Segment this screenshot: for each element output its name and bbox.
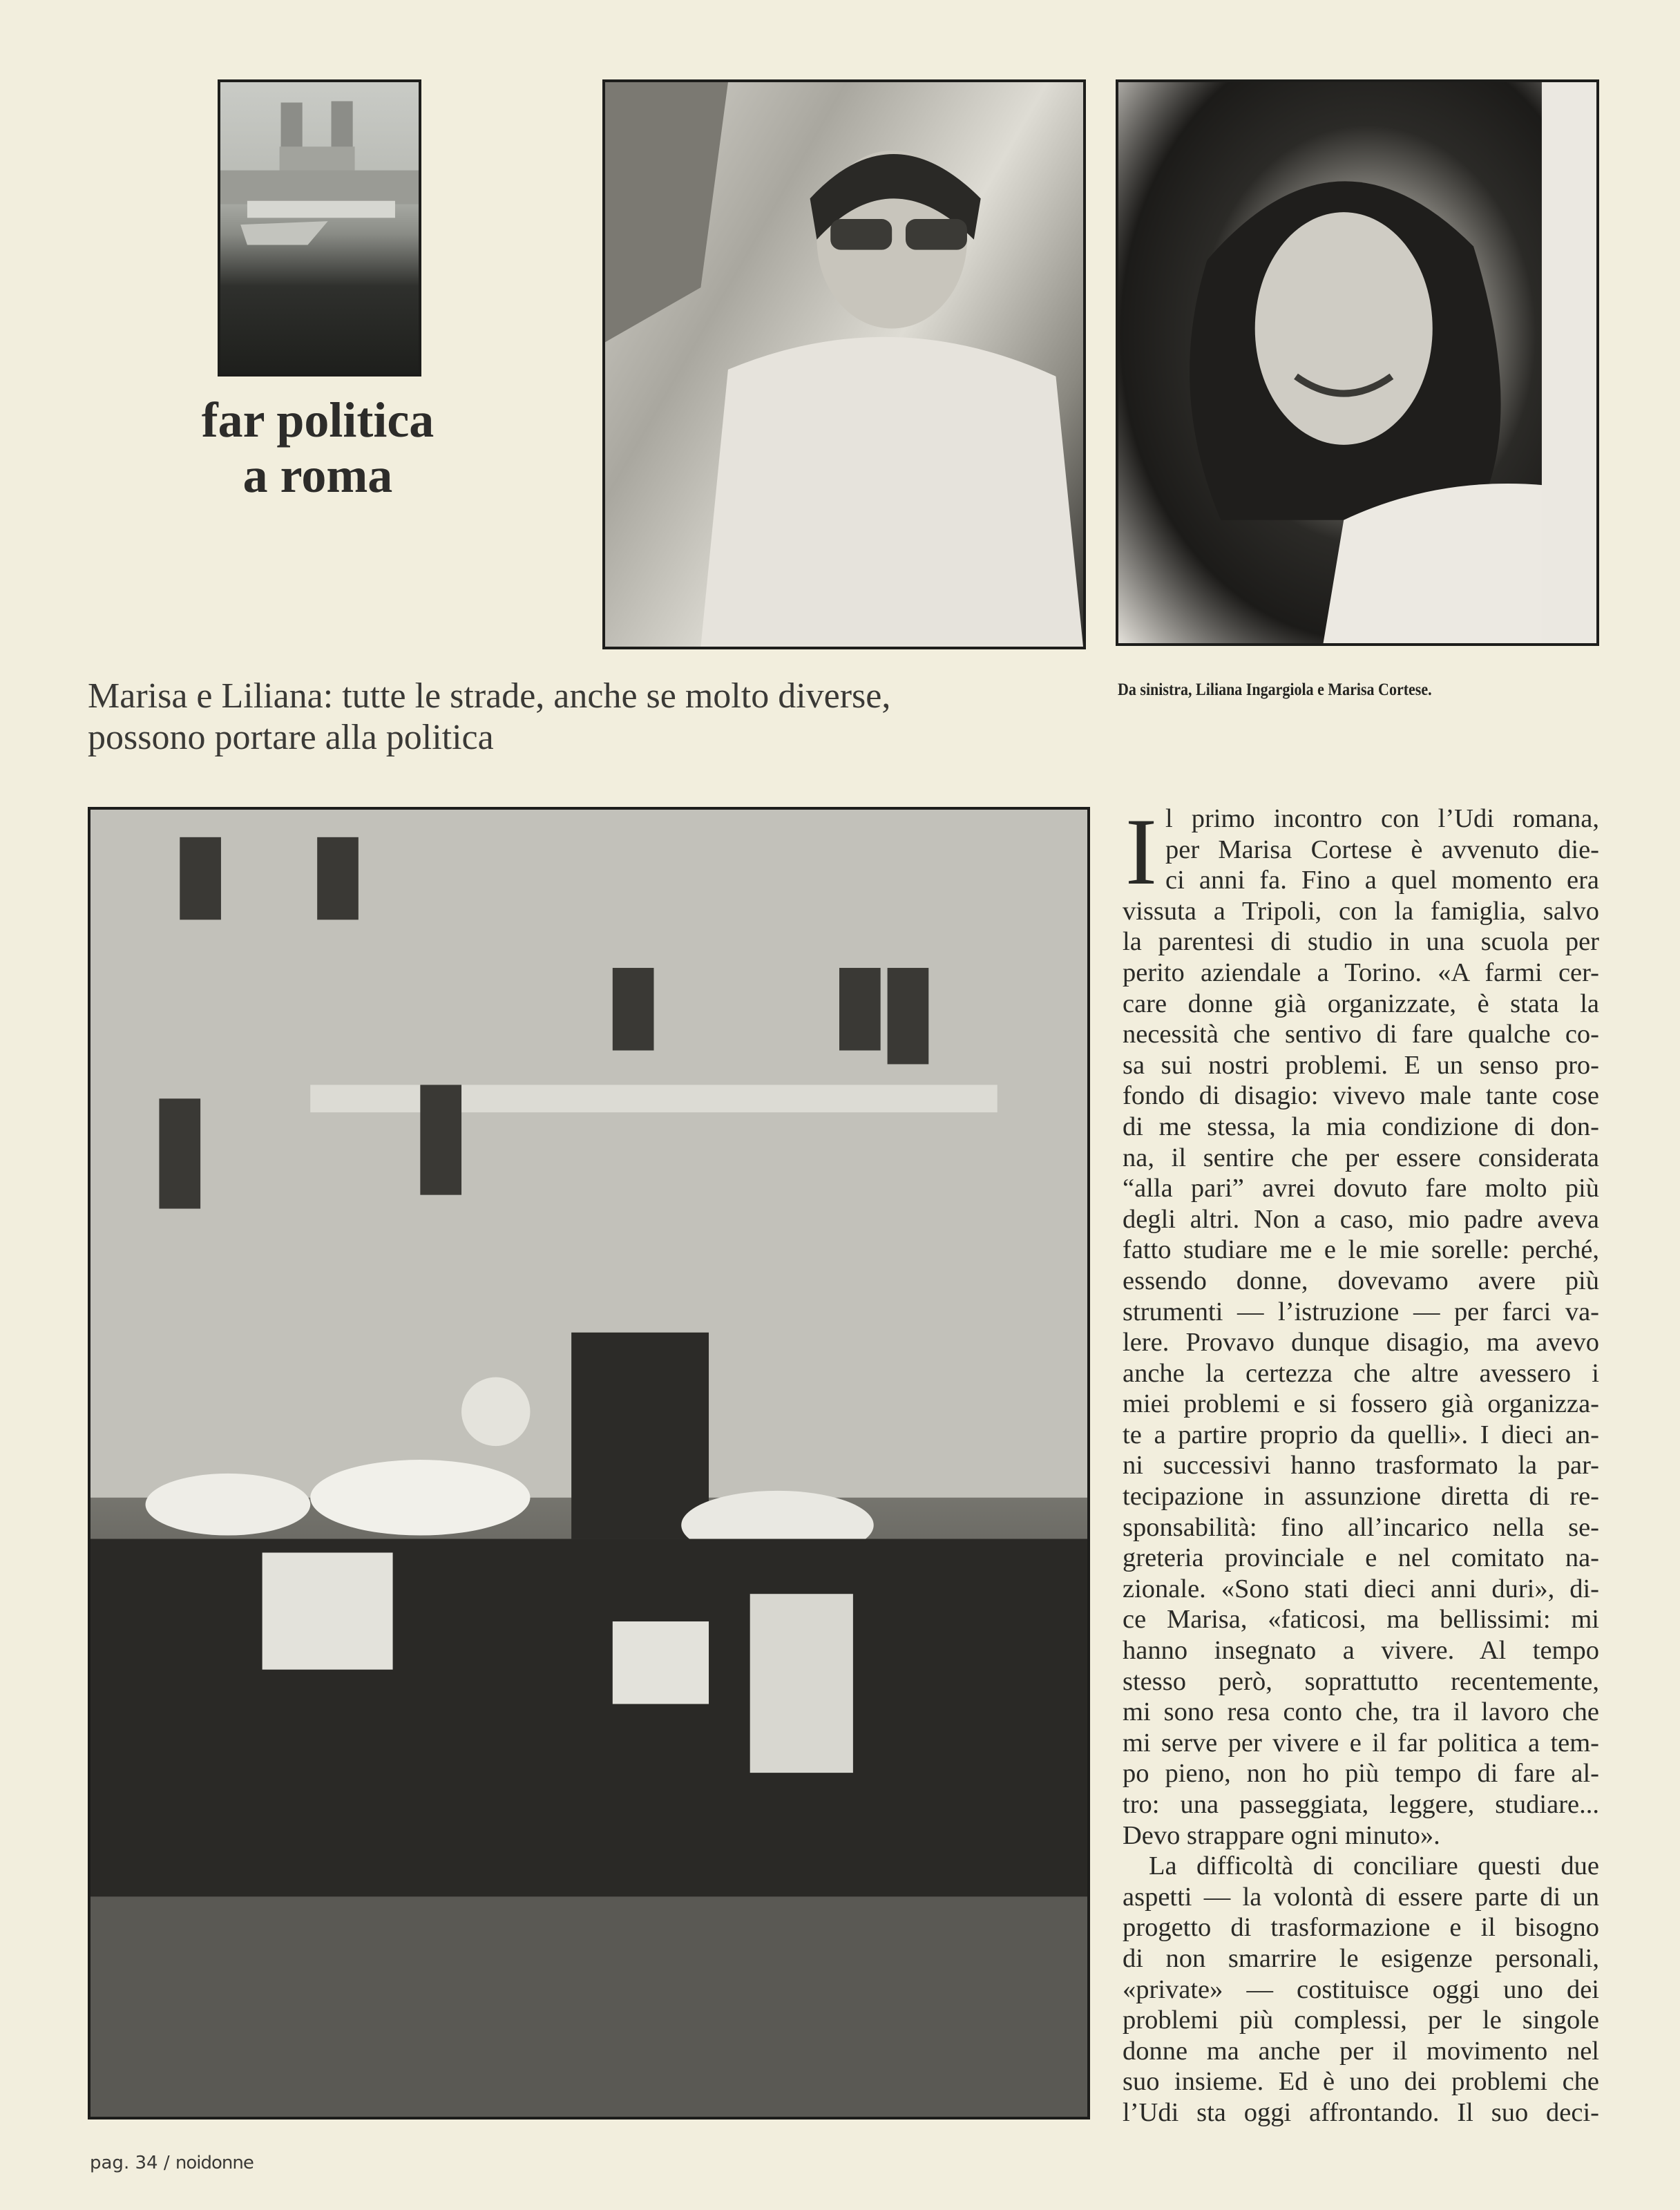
article-line: “alla pari” avrei dovuto fare molto più	[1123, 1174, 1599, 1203]
subtitle-line-2: possono portare alla politica	[88, 718, 494, 757]
article-line: greteria provinciale e nel comitato na-	[1123, 1543, 1599, 1573]
article-line: sa sui nostri problemi. E un senso pro-	[1123, 1050, 1599, 1080]
article-line: necessità che sentivo di fare qualche co-	[1123, 1020, 1599, 1049]
church-illustration	[220, 82, 419, 374]
photo-trinita-dei-monti-crowd	[218, 79, 421, 377]
photo-liliana-ingargiola	[602, 79, 1086, 649]
article-line: care donne già organizzate, è stata la	[1123, 989, 1599, 1018]
article-body	[1123, 799, 1599, 2128]
portrait-illustration	[605, 82, 1083, 647]
photo-protest-with-umbrellas	[88, 807, 1090, 2119]
article-line: lere. Provavo dunque disagio, ma avevo	[1123, 1328, 1599, 1358]
title-line-1: far politica	[201, 392, 435, 448]
title-line-2: a roma	[242, 448, 393, 503]
article-line: zionale. «Sono stati dieci anni duri», di-	[1123, 1574, 1599, 1603]
photo-caption: Da sinistra, Liliana Ingargiola e Marisa Cortese.	[1118, 680, 1432, 699]
article-line: mi serve per vivere e il far politica a tem-	[1123, 1728, 1599, 1757]
photo-marisa-cortese	[1116, 79, 1599, 646]
page-number: pag. 34 /	[90, 2153, 170, 2173]
article-title	[166, 392, 470, 503]
article-subtitle	[88, 676, 890, 759]
article-line: mi sono resa conto che, tra il lavoro che	[1123, 1697, 1599, 1727]
article-line: La difficoltà di conciliare questi due	[1149, 1851, 1599, 1881]
protest-illustration	[90, 810, 1087, 2117]
article-line: ce Marisa, «faticosi, ma bellissimi: mi	[1123, 1605, 1599, 1635]
article-line: l’Udi sta oggi affrontando. Il suo deci-	[1123, 2097, 1599, 2127]
article-line: Devo strappare ogni minuto».	[1123, 1820, 1440, 1850]
drop-cap: I	[1125, 799, 1157, 904]
article-line: miei problemi e si fossero già organizza-	[1123, 1389, 1599, 1419]
article-line: perito aziendale a Torino. «A farmi cer-	[1123, 958, 1599, 987]
portrait-illustration	[1118, 82, 1596, 643]
article-line: problemi più complessi, per le singole	[1123, 2006, 1599, 2035]
article-line: tro: una passeggiata, leggere, studiare...	[1123, 1790, 1599, 1819]
article-line: degli altri. Non a caso, mio padre aveva	[1123, 1204, 1599, 1234]
article-line: l primo incontro con l’Udi romana,	[1165, 804, 1599, 833]
article-line: tecipazione in assunzione diretta di re-	[1123, 1482, 1599, 1512]
article-line: di me stessa, la mia condizione di don-	[1123, 1112, 1599, 1141]
article-line: anche la certezza che altre avessero i	[1123, 1358, 1599, 1388]
article-line: aspetti — la volontà di essere parte di un	[1123, 1882, 1599, 1912]
article-line: sponsabilità: fino all’incarico nella se-	[1123, 1512, 1599, 1542]
article-line: donne ma anche per il movimento nel	[1123, 2036, 1599, 2066]
article-line: di non smarrire le esigenze personali,	[1123, 1943, 1599, 1973]
article-line: fatto studiare me e le mie sorelle: perché,	[1123, 1235, 1599, 1265]
article-line: la parentesi di studio in una scuola per	[1123, 927, 1599, 957]
article-line: strumenti — l’istruzione — per farci va-	[1123, 1297, 1599, 1326]
article-line: hanno insegnato a vivere. Al tempo	[1123, 1636, 1599, 1666]
article-line: progetto di trasformazione e il bisogno	[1123, 1913, 1599, 1943]
article-line: te a partire proprio da quelli». I dieci an-	[1123, 1420, 1599, 1449]
subtitle-line-1: Marisa e Liliana: tutte le strade, anche se molto diverse,	[88, 676, 891, 716]
article-line: vissuta a Tripoli, con la famiglia, salvo	[1123, 896, 1599, 926]
page-footer	[90, 2153, 254, 2173]
article-line: essendo donne, dovevamo avere più	[1123, 1266, 1599, 1295]
article-line: ni successivi hanno trasformato la par-	[1123, 1451, 1599, 1480]
article-line: na, il sentire che per essere considerata	[1123, 1143, 1599, 1172]
article-line: suo insieme. Ed è uno dei problemi che	[1123, 2067, 1599, 2097]
article-line: «private» — costituisce oggi uno dei	[1123, 1974, 1599, 2004]
article-line: per Marisa Cortese è avvenuto die-	[1165, 835, 1599, 864]
article-line: ci anni fa. Fino a quel momento era	[1165, 866, 1599, 895]
magazine-name: noidonne	[175, 2153, 254, 2173]
article-line: po pieno, non ho più tempo di fare al-	[1123, 1759, 1599, 1789]
article-line: stesso però, soprattutto recentemente,	[1123, 1666, 1599, 1696]
article-line: fondo di disagio: vivevo male tante cose	[1123, 1081, 1599, 1111]
